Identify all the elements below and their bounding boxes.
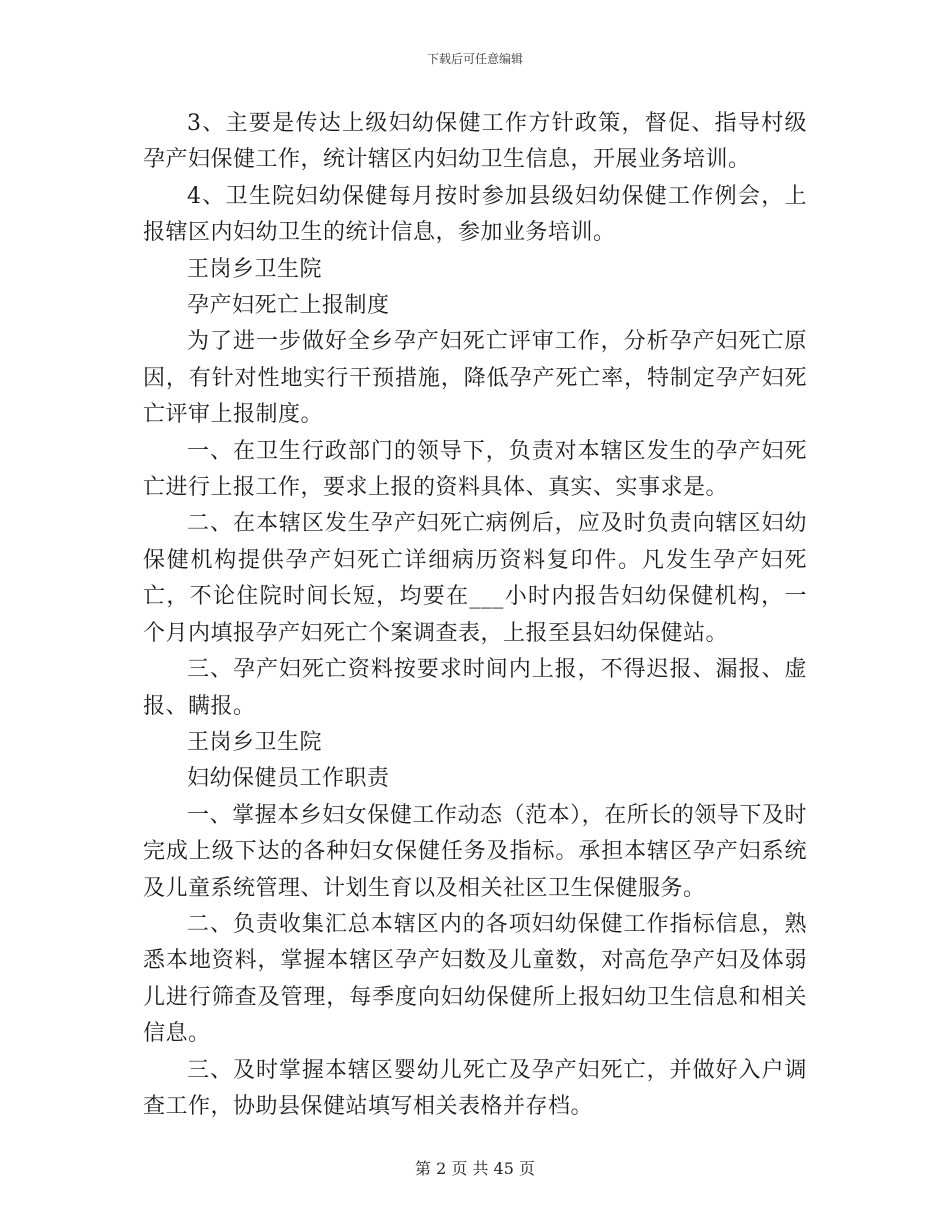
paragraph-intro: 为了进一步做好全乡孕产妇死亡评审工作，分析孕产妇死亡原因，有针对性地实行干预措施，降低孕产死亡率，特制定孕产妇死亡评审上报制度。: [143, 329, 807, 428]
page-number: 第 2 页 共 45 页: [415, 1159, 535, 1178]
signature-hospital: 王岗乡卫生院: [187, 256, 323, 282]
document-body: [143, 106, 807, 1125]
signature-hospital: 王岗乡卫生院: [187, 729, 323, 755]
paragraph-duty-3: 3、主要是传达上级妇幼保健工作方针政策，督促、指导村级孕产妇保健工作，统计辖区内妇幼卫生信息，开展业务培训。: [143, 111, 807, 173]
section-title-staff-duties: 妇幼保健员工作职责: [187, 766, 390, 792]
paragraph-rule-2: 二、在本辖区发生孕产妇死亡病例后，应及时负责向辖区妇幼保健机构提供孕产妇死亡详细病历资料复印件。凡发生孕产妇死亡，不论住院时间长短，均要在___小时内报告妇幼保健机构，一个月内填报孕产妇死亡个案调查表，上报至县妇幼保健站。: [143, 511, 807, 646]
page-header: 下载后可任意编辑: [426, 52, 523, 66]
paragraph-rule-3: 三、孕产妇死亡资料按要求时间内上报，不得迟报、漏报、虚报、瞒报。: [143, 657, 807, 719]
paragraph-staff-duty-3: 三、及时掌握本辖区婴幼儿死亡及孕产妇死亡，并做好入户调查工作，协助县保健站填写相关表格并存档。: [143, 1057, 807, 1119]
paragraph-staff-duty-1: 一、掌握本乡妇女保健工作动态（范本），在所长的领导下及时完成上级下达的各种妇女保健任务及指标。承担本辖区孕产妇系统及儿童系统管理、计划生育以及相关社区卫生保健服务。: [143, 802, 807, 901]
paragraph-rule-1: 一、在卫生行政部门的领导下，负责对本辖区发生的孕产妇死亡进行上报工作，要求上报的资料具体、真实、实事求是。: [143, 438, 807, 501]
paragraph-staff-duty-2: 二、负责收集汇总本辖区内的各项妇幼保健工作指标信息，熟悉本地资料，掌握本辖区孕产妇数及儿童数，对高危孕产妇及体弱儿进行筛查及管理，每季度向妇幼保健所上报妇幼卫生信息和相关信息。: [143, 911, 807, 1047]
paragraph-duty-4: 4、卫生院妇幼保健每月按时参加县级妇幼保健工作例会，上报辖区内妇幼卫生的统计信息，参加业务培训。: [143, 183, 807, 246]
section-title-maternal-death-reporting: 孕产妇死亡上报制度: [187, 293, 390, 319]
